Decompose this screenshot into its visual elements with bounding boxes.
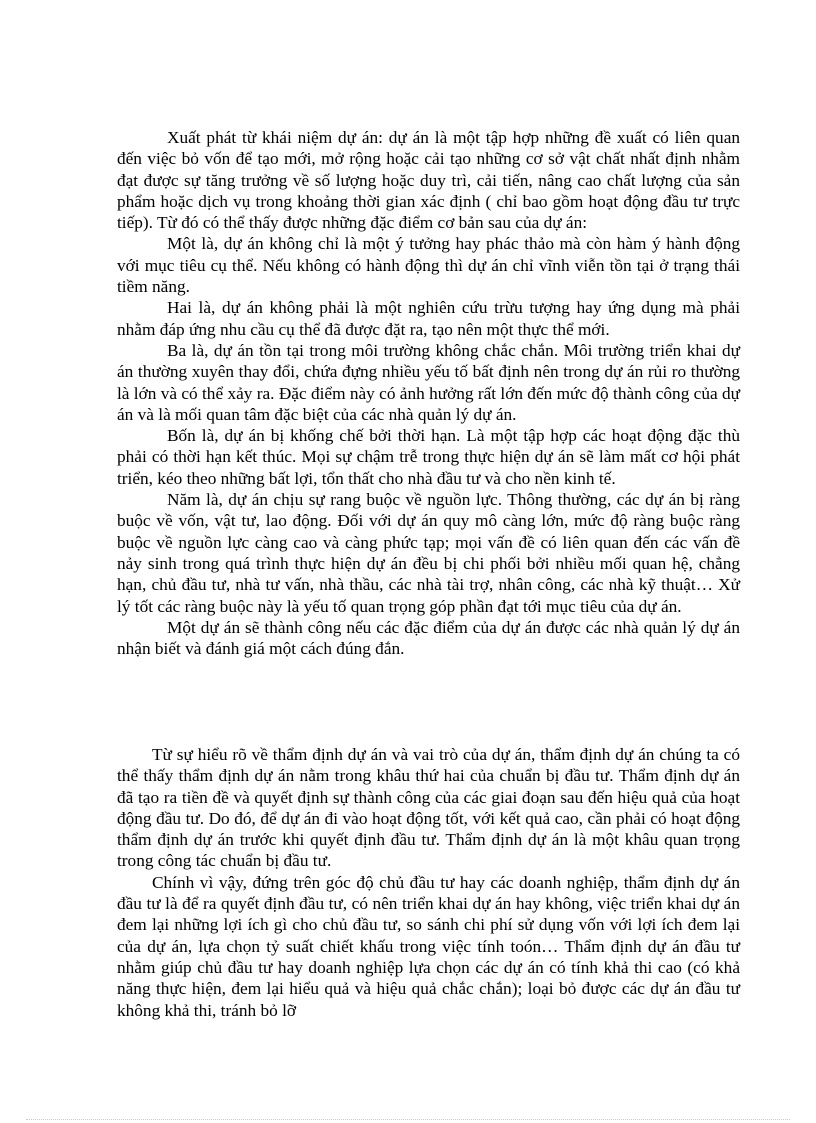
paragraph-intro: Xuất phát từ khái niệm dự án: dự án là một tập hợp những đề xuất có liên quan đến việc bỏ vốn để tạo mới, mở rộng hoặc cải tạo những cơ sở vật chất nhất định nhằm đạt được sự tăng trưởng về số lượng hoặc duy trì, cải tiến, nâng cao chất lượng của sản phẩm hoặc dịch vụ trong khoảng thời gian xác định ( chỉ bao gồm hoạt động đầu tư trực tiếp). Từ đó có thể thấy được những đặc điểm cơ bản sau của dự án: (117, 128, 740, 233)
section-characteristics (117, 127, 740, 659)
page-bottom-divider (26, 1119, 790, 1120)
paragraph-appraisal-role: Từ sự hiểu rõ về thẩm định dự án và vai trò của dự án, thẩm định dự án chúng ta có thể thấy thẩm định dự án nằm trong khâu thứ hai của chuẩn bị đầu tư. Thẩm định dự án đã tạo ra tiền đề và quyết định sự thành công của các giai đoạn sau đến hiệu quả của hoạt động đầu tư. Do đó, để dự án đi vào hoạt động tốt, với kết quả cao, cần phải có hoạt động thẩm định dự án trước khi quyết định đầu tư. Thẩm định dự án là một khâu quan trọng trong công tác chuẩn bị đầu tư. (117, 745, 740, 871)
paragraph-characteristic-three: Ba là, dự án tồn tại trong môi trường không chắc chắn. Môi trường triển khai dự án thường xuyên thay đổi, chứa đựng nhiều yếu tố bất định nên trong dự án rủi ro thường là lớn và có thể xảy ra. Đặc điểm này có ảnh hưởng rất lớn đến mức độ thành công của dự án và là mối quan tâm đặc biệt của các nhà quản lý dự án. (117, 340, 740, 424)
paragraph-characteristic-four: Bốn là, dự án bị khống chế bởi thời hạn. Là một tập hợp các hoạt động đặc thù phải có thời hạn kết thúc. Mọi sự chậm trễ trong thực hiện dự án sẽ làm mất cơ hội phát triển, kéo theo những bất lợi, tổn thất cho nhà đầu tư và cho nền kinh tế. (117, 426, 740, 488)
paragraph-characteristic-five: Năm là, dự án chịu sự rang buộc về nguồn lực. Thông thường, các dự án bị ràng buộc về vốn, vật tư, lao động. Đối với dự án quy mô càng lớn, mức độ ràng buộc ràng buộc về nguồn lực càng cao và càng phức tạp; mọi vấn đề có liên quan đến các vấn đề nảy sinh trong quá trình thực hiện dự án đều bị chi phối bởi nhiều mối quan hệ, chẳng hạn, chủ đầu tư, nhà tư vấn, nhà thầu, các nhà tài trợ, nhân công, các nhà kỹ thuật… Xử lý tốt các ràng buộc này là yếu tố quan trọng góp phần đạt tới mục tiêu của dự án. (117, 490, 740, 616)
paragraph-appraisal-purpose: Chính vì vậy, đứng trên góc độ chủ đầu tư hay các doanh nghiệp, thẩm định dự án đầu tư là để ra quyết định đầu tư, có nên triển khai dự án hay không, việc triển khai dự án đem lại những lợi ích gì cho chủ đầu tư, so sánh chi phí sử dụng vốn với lợi ích đem lại của dự án, lựa chọn tỷ suất chiết khấu trong việc tính toón… Thẩm định dự án đầu tư nhằm giúp chủ đầu tư hay doanh nghiệp lựa chọn các dự án có tính khả thi cao (có khả năng thực hiện, đem lại hiểu quả và hiệu quả chắc chắn); loại bỏ được các dự án đầu tư không khả thi, tránh bỏ lỡ (117, 872, 740, 1020)
paragraph-characteristic-two: Hai là, dự án không phải là một nghiên cứu trừu tượng hay ứng dụng mà phải nhằm đáp ứng nhu cầu cụ thể đã được đặt ra, tạo nên một thực thể mới. (117, 298, 740, 339)
paragraph-characteristic-one: Một là, dự án không chỉ là một ý tưởng hay phác thảo mà còn hàm ý hành động với mục tiêu cụ thể. Nếu không có hành động thì dự án chỉ vĩnh viễn tồn tại ở trạng thái tiềm năng. (117, 234, 740, 297)
section-appraisal (117, 744, 740, 1021)
paragraph-conclusion: Một dự án sẽ thành công nếu các đặc điểm của dự án được các nhà quản lý dự án nhận biết và đánh giá một cách đúng đắn. (117, 617, 740, 659)
